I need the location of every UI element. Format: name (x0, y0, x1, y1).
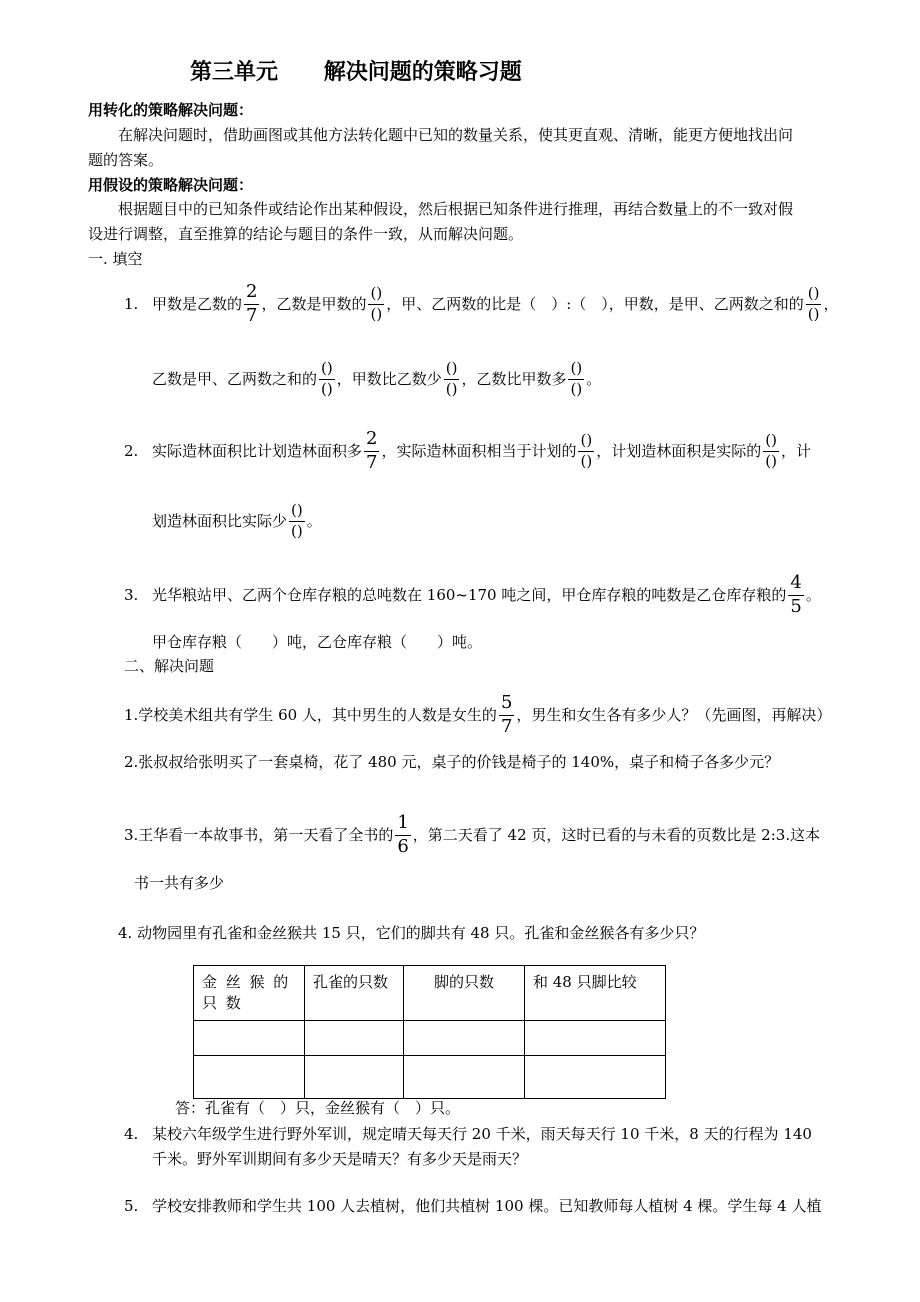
fill-q2-text-1: 实际造林面积比计划造林面积多 (152, 441, 363, 460)
blank-fraction[interactable]: $\frac{()}{()}$ (370, 283, 383, 323)
fraction-1-6: $\frac{1}{6}$ (397, 811, 409, 857)
fill-q2-text-4: ，计 (780, 441, 811, 460)
fill-q3-line2: 甲仓库存粮（ ）吨，乙仓库存粮（ ）吨。 (152, 633, 483, 651)
blank-fraction[interactable]: $\frac{()}{()}$ (807, 283, 820, 323)
solve-q5-line1: 学校安排教师和学生共 100 人去植树，他们共植树 100 棵。已知教师每人植树 4 棵。学生每 4 人植 (152, 1197, 822, 1215)
table-cell[interactable] (194, 1021, 305, 1056)
fill-q3-text-2: 。 (805, 585, 821, 604)
blank-fraction[interactable]: $\frac{()}{()}$ (321, 358, 333, 398)
fill-q2-text-5: 划造林面积比实际少 (152, 511, 288, 530)
fill-q1-text-2: ，乙数是甲数的 (261, 294, 367, 313)
fill-q1-text-6: ，甲数比乙数少 (336, 369, 442, 388)
fill-q1-line1 (152, 281, 839, 327)
solve-q3-text-2: ，第二天看了 42 页，这时已看的与未看的页数比是 2:3.这本 (412, 825, 821, 844)
solve-q1-text-1: 1.学校美术组共有学生 60 人，其中男生的人数是女生的 (124, 705, 497, 724)
table-row (194, 1056, 666, 1099)
fill-q2-text-2: ，实际造林面积相当于计划的 (381, 441, 577, 460)
solve-q4-peacock: 4. 动物园里有孔雀和金丝猴共 15 只，它们的脚共有 48 只。孔雀和金丝猴各有多少只？ (118, 924, 705, 942)
fill-q3-text-1: 光华粮站甲、乙两个仓库存粮的总吨数在 160~170 吨之间，甲仓库存粮的吨数是乙仓库存粮的 (152, 585, 787, 604)
solve-q1 (124, 692, 831, 738)
table-cell[interactable] (404, 1056, 525, 1099)
table-cell[interactable] (525, 1021, 666, 1056)
table-header-cell: 脚的只数 (404, 966, 525, 1021)
fill-q2-text-6: 。 (306, 511, 322, 530)
section-solve-title: 二、解决问题 (124, 657, 215, 675)
answer-line: 答：孔雀有（ ）只，金丝猴有（ ）只。 (175, 1099, 461, 1117)
fill-q3-number: 3. (124, 586, 139, 604)
table-cell[interactable] (525, 1056, 666, 1099)
strategy-assume-heading: 用假设的策略解决问题： (88, 176, 254, 194)
fill-q2-line1 (152, 428, 811, 474)
fill-q2-text-3: ，计划造林面积是实际的 (596, 441, 762, 460)
fraction-5-7: $\frac{5}{7}$ (500, 691, 513, 737)
blank-fraction[interactable]: $\frac{()}{()}$ (580, 430, 593, 470)
fraction-2-7: $\frac{2}{7}$ (246, 280, 258, 326)
fill-q1-text-4: ， (823, 294, 839, 313)
title-unit: 第三单元 (190, 59, 279, 85)
strategy-transform-line2: 题的答案。 (88, 151, 164, 169)
strategy-transform-line1: 在解决问题时，借助画图或其他方法转化题中已知的数量关系，使其更直观、清晰，能更方便地找出问 (118, 126, 794, 144)
fill-q1-text-8: 。 (586, 369, 602, 388)
table-row (194, 1021, 666, 1056)
strategy-transform-heading: 用转化的策略解决问题： (88, 101, 254, 119)
solve-q2: 2.张叔叔给张明买了一套桌椅，花了 480 元，桌子的价钱是椅子的 140%，桌子和椅子各多少元？ (124, 753, 780, 771)
fill-q3-line1 (152, 572, 821, 618)
table-cell[interactable] (305, 1056, 404, 1099)
table-cell[interactable] (404, 1021, 525, 1056)
solve-q4-line1: 某校六年级学生进行野外军训，规定晴天每天行 20 千米，雨天每天行 10 千米，8 天的行程为 140 (152, 1125, 812, 1143)
solve-q1-text-2: ，男生和女生各有多少人？（先画图，再解决） (516, 705, 832, 724)
strategy-assume-line1: 根据题目中的已知条件或结论作出某种假设，然后根据已知条件进行推理，再结合数量上的不一致对假 (118, 200, 794, 218)
fill-q1-text-3: ，甲、乙两数的比是（ ）:（ ），甲数，是甲、乙两数之和的 (386, 294, 804, 313)
blank-fraction[interactable]: $\frac{()}{()}$ (570, 358, 583, 398)
fill-q2-number: 2. (124, 442, 139, 460)
section-fill-title: 一. 填空 (88, 250, 143, 268)
peacock-monkey-table (193, 965, 666, 1099)
fill-q1-number: 1. (124, 295, 139, 313)
fill-q1-text-7: ，乙数比甲数多 (461, 369, 567, 388)
table-header-cell: 孔雀的只数 (305, 966, 404, 1021)
fill-q1-line2 (152, 356, 601, 402)
solve-q3-line2: 书一共有多少 (134, 874, 225, 892)
table-header-cell: 和 48 只脚比较 (525, 966, 666, 1021)
fraction-4-5: $\frac{4}{5}$ (790, 571, 802, 617)
table-cell[interactable] (305, 1021, 404, 1056)
fill-q1-text-1: 甲数是乙数的 (152, 294, 243, 313)
blank-fraction[interactable]: $\frac{()}{()}$ (445, 358, 458, 398)
solve-q4-number: 4. (124, 1125, 139, 1143)
strategy-assume-line2: 设进行调整，直至推算的结论与题目的条件一致，从而解决问题。 (88, 225, 524, 243)
fill-q1-text-5: 乙数是甲、乙两数之和的 (152, 369, 318, 388)
fraction-2-7: $\frac{2}{7}$ (366, 427, 378, 473)
solve-q4-line2: 千米。野外军训期间有多少天是晴天？有多少天是雨天？ (152, 1150, 528, 1168)
solve-q3-text-1: 3.王华看一本故事书，第一天看了全书的 (124, 825, 394, 844)
table-header-row (194, 966, 666, 1021)
solve-q3 (124, 812, 820, 858)
blank-fraction[interactable]: $\frac{()}{()}$ (291, 500, 303, 540)
table-cell[interactable] (194, 1056, 305, 1099)
title-topic: 解决问题的策略习题 (323, 59, 522, 85)
fill-q2-line2 (152, 498, 322, 544)
solve-q5-number: 5. (124, 1197, 139, 1215)
page-title (190, 61, 522, 83)
table-header-cell: 金 丝 猴 的 只 数 (194, 966, 305, 1021)
blank-fraction[interactable]: $\frac{()}{()}$ (765, 430, 777, 470)
